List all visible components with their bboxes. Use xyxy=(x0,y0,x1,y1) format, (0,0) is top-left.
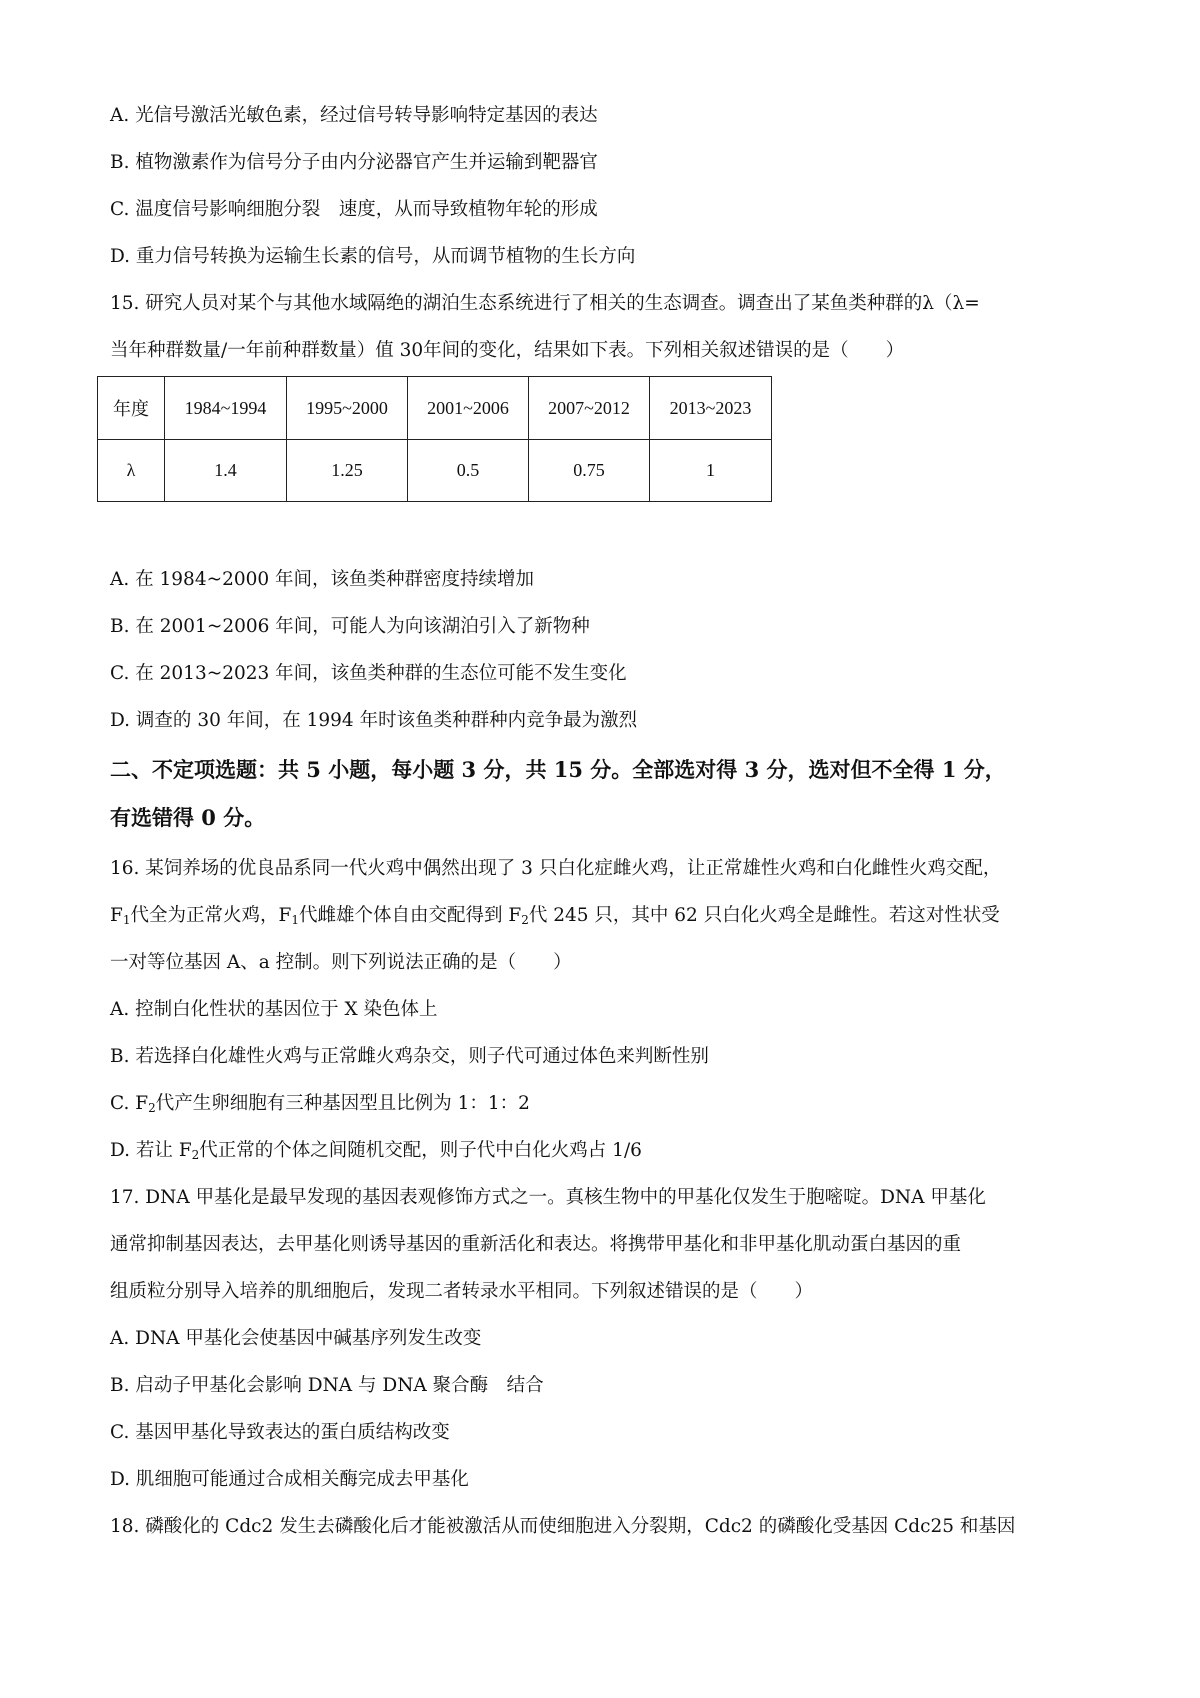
q17-option-d: D. 肌细胞可能通过合成相关酶完成去甲基化 xyxy=(110,1469,469,1490)
section2-heading-line1: 二、不定项选题：共 5 小题，每小题 3 分，共 15 分。全部选对得 3 分，选对但不全得 1 分， xyxy=(110,757,1006,782)
q14-option-b: B. 植物激素作为信号分子由内分泌器官产生并运输到靶器官 xyxy=(110,152,598,173)
q14-option-a: A. 光信号激活光敏色素，经过信号转导影响特定基因的表达 xyxy=(110,105,598,126)
section2-heading-line2: 有选错得 0 分。 xyxy=(110,805,266,830)
q16-stem-line3: 一对等位基因 A、a 控制。则下列说法正确的是（ ） xyxy=(110,952,572,973)
table-cell: 0.5 xyxy=(408,440,529,502)
table-cell: λ xyxy=(98,440,165,502)
q16-stem-line2: $F_1$代全为正常火鸡，$F_1$代雌雄个体自由交配得到 $F_2$代 245 只，其中 62 只白化火鸡全是雌性。若这对性状受 xyxy=(110,905,1000,927)
q18-stem-line1: 18. 磷酸化的 Cdc2 发生去磷酸化后才能被激活从而使细胞进入分裂期，Cdc2 的磷酸化受基因 Cdc25 和基因 xyxy=(110,1516,1016,1537)
q15-stem-line2: 当年种群数量/一年前种群数量）值 30年间的变化，结果如下表。下列相关叙述错误的是（ ） xyxy=(110,340,905,361)
table-cell: 1.4 xyxy=(165,440,287,502)
q16-option-d: D. 若让 $F_2$代正常的个体之间随机交配，则子代中白化火鸡占 1/6 xyxy=(110,1140,642,1162)
q17-option-b: B. 启动子甲基化会影响 DNA 与 DNA 聚合酶 结合 xyxy=(110,1375,544,1396)
q14-option-c: C. 温度信号影响细胞分裂 速度，从而导致植物年轮的形成 xyxy=(110,199,598,220)
q14-option-d: D. 重力信号转换为运输生长素的信号，从而调节植物的生长方向 xyxy=(110,246,636,267)
table-cell: 1 xyxy=(650,440,772,502)
table-row-lambda xyxy=(98,440,772,502)
q17-option-a: A. DNA 甲基化会使基因中碱基序列发生改变 xyxy=(110,1328,482,1349)
table-cell: 2007~2012 xyxy=(529,377,650,440)
q17-stem-line2: 通常抑制基因表达，去甲基化则诱导基因的重新活化和表达。将携带甲基化和非甲基化肌动蛋白基因的重 xyxy=(110,1234,962,1255)
q16-option-a: A. 控制白化性状的基因位于 X 染色体上 xyxy=(110,999,438,1020)
table-cell: 0.75 xyxy=(529,440,650,502)
table-row-year xyxy=(98,377,772,440)
q17-option-c: C. 基因甲基化导致表达的蛋白质结构改变 xyxy=(110,1422,450,1443)
table-cell: 1984~1994 xyxy=(165,377,287,440)
table-cell: 2013~2023 xyxy=(650,377,772,440)
q15-option-c: C. 在 2013~2023 年间，该鱼类种群的生态位可能不发生变化 xyxy=(110,663,627,684)
table-cell: 1995~2000 xyxy=(287,377,408,440)
table-cell: 年度 xyxy=(98,377,165,440)
q17-stem-line3: 组质粒分别导入培养的肌细胞后，发现二者转录水平相同。下列叙述错误的是（ ） xyxy=(110,1281,814,1302)
q16-stem-line1: 16. 某饲养场的优良品系同一代火鸡中偶然出现了 3 只白化症雌火鸡，让正常雄性火鸡和白化雌性火鸡交配， xyxy=(110,858,1002,879)
table-cell: 1.25 xyxy=(287,440,408,502)
q15-option-a: A. 在 1984~2000 年间，该鱼类种群密度持续增加 xyxy=(110,569,535,590)
q15-lambda-table xyxy=(97,376,772,502)
q15-option-b: B. 在 2001~2006 年间，可能人为向该湖泊引入了新物种 xyxy=(110,616,590,637)
q15-option-d: D. 调查的 30 年间，在 1994 年时该鱼类种群种内竞争最为激烈 xyxy=(110,710,638,731)
q17-stem-line1: 17. DNA 甲基化是最早发现的基因表观修饰方式之一。真核生物中的甲基化仅发生于胞嘧啶。DNA 甲基化 xyxy=(110,1187,986,1208)
q16-option-b: B. 若选择白化雄性火鸡与正常雌火鸡杂交，则子代可通过体色来判断性别 xyxy=(110,1046,709,1067)
q16-option-c: C. $F_2$代产生卵细胞有三种基因型且比例为 1：1：2 xyxy=(110,1093,530,1115)
table-cell: 2001~2006 xyxy=(408,377,529,440)
q15-stem-line1: 15. 研究人员对某个与其他水域隔绝的湖泊生态系统进行了相关的生态调查。调查出了某鱼类种群的λ（λ= xyxy=(110,293,980,314)
